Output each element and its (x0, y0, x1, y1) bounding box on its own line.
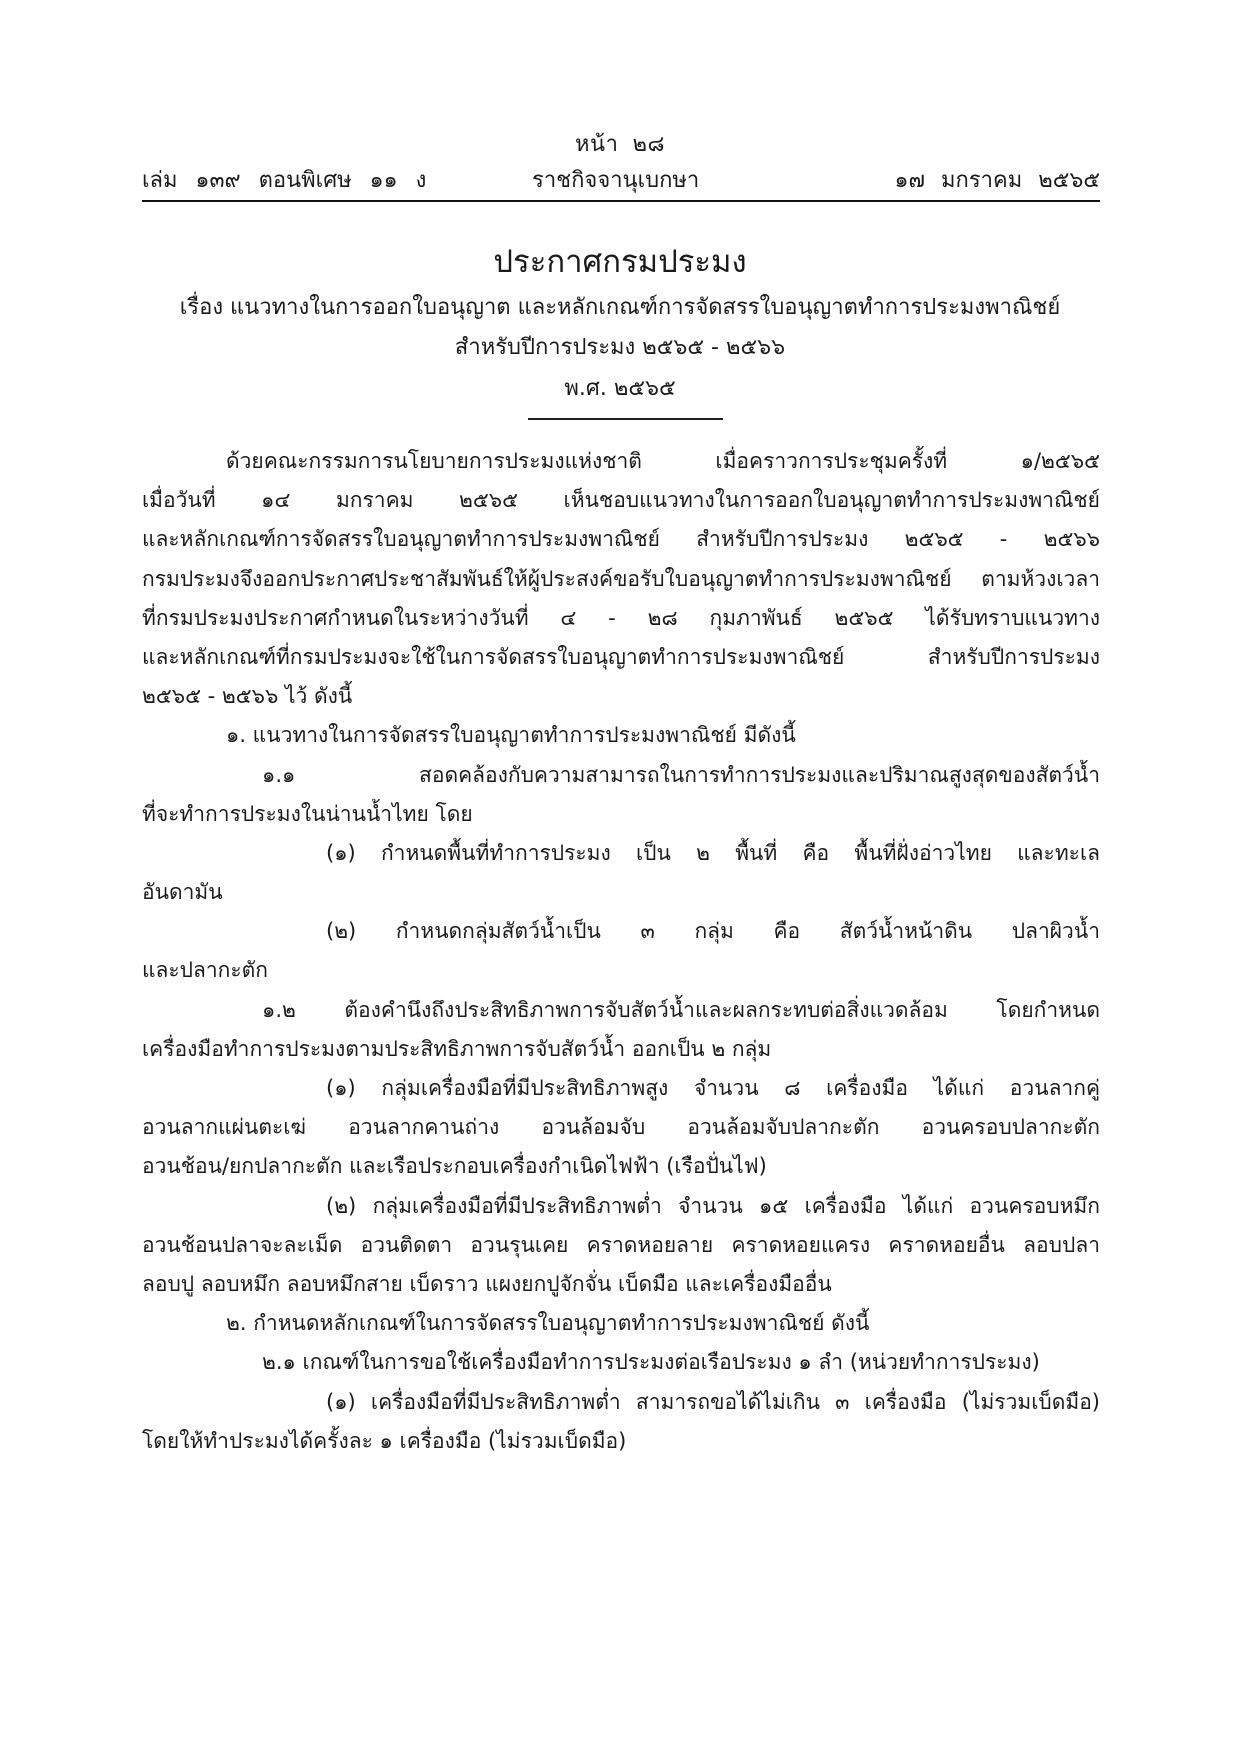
publication-name: ราชกิจจานุเบกษา (532, 168, 700, 193)
announcement-subject (0, 288, 1240, 368)
announcement-date: พ.ศ. ๒๕๖๕ (564, 376, 676, 401)
body-line: เมื่อวันที่ ๑๔ มกราคม ๒๕๖๕ เห็นชอบแนวทางในการออกใบอนุญาตทำการประมงพาณิชย์ (142, 488, 1100, 513)
body-line: ด้วยคณะกรรมการนโยบายการประมงแห่งชาติ เมื่อคราวการประชุมครั้งที่ ๑/๒๕๖๕ (226, 449, 1100, 473)
subsection-1-1: ๑.๑ สอดคล้องกับความสามารถในการทำการประมงและปริมาณสูงสุดของสัตว์น้ำ (262, 762, 1100, 787)
body-line: และปลากะตัก (142, 958, 269, 983)
body-line: กรมประมงจึงออกประกาศประชาสัมพันธ์ให้ผู้ประสงค์ขอรับใบอนุญาตทำการประมงพาณิชย์ ตามห้วงเวลา (142, 566, 1100, 591)
subject-line-2: สำหรับปีการประมง ๒๕๖๕ - ๒๕๖๖ (454, 335, 786, 360)
body-line: ที่จะทำการประมงในน่านน้ำไทย โดย (142, 801, 473, 826)
body-line: อวนช้อนปลาจะละเม็ด อวนติดตา อวนรุนเคย คราดหอยลาย คราดหอยแครง คราดหอยอื่น ลอบปลา (142, 1232, 1100, 1257)
date-day: ๑๗ (894, 168, 925, 193)
body-line: และหลักเกณฑ์ที่กรมประมงจะใช้ในการจัดสรรใบอนุญาตทำการประมงพาณิชย์ สำหรับปีการประมง (142, 644, 1100, 669)
date-year: ๒๕๖๕ (1038, 168, 1100, 193)
body-line: เครื่องมือทำการประมงตามประสิทธิภาพการจับสัตว์น้ำ ออกเป็น ๒ กลุ่ม (142, 1036, 772, 1061)
list-item: (๒) กำหนดกลุ่มสัตว์น้ำเป็น ๓ กลุ่ม คือ สัตว์น้ำหน้าดิน ปลาผิวน้ำ (326, 919, 1100, 944)
section-heading-2: ๒. กำหนดหลักเกณฑ์ในการจัดสรรใบอนุญาตทำการประมงพาณิชย์ ดังนี้ (226, 1311, 870, 1336)
body-line: อันดามัน (142, 880, 223, 905)
gazette-volume-info (142, 162, 444, 197)
list-item: (๑) กลุ่มเครื่องมือที่มีประสิทธิภาพสูง จำนวน ๘ เครื่องมือ ได้แก่ อวนลากคู่ (326, 1076, 1100, 1100)
announcement-body (142, 442, 1100, 1461)
page-number-label: หน้า (575, 132, 619, 157)
list-item: (๒) กลุ่มเครื่องมือที่มีประสิทธิภาพต่ำ จำนวน ๑๕ เครื่องมือ ได้แก่ อวนครอบหมึก (326, 1193, 1100, 1218)
body-line: อวนช้อน/ยกปลากะตัก และเรือประกอบเครื่องกำเนิดไฟฟ้า (เรือปั่นไฟ) (142, 1154, 767, 1179)
issue-label: ตอนพิเศษ (258, 168, 352, 193)
volume-label: เล่ม (142, 168, 178, 193)
subject-line-1: เรื่อง แนวทางในการออกใบอนุญาต และหลักเกณฑ์การจัดสรรใบอนุญาตทำการประมงพาณิชย์ (179, 295, 1061, 320)
subsection-2-1: ๒.๑ เกณฑ์ในการขอใช้เครื่องมือทำการประมงต่อเรือประมง ๑ ลำ (หน่วยทำการประมง) (262, 1350, 1040, 1375)
header-divider (142, 200, 1100, 202)
list-item: (๑) กำหนดพื้นที่ทำการประมง เป็น ๒ พื้นที่ คือ พื้นที่ฝั่งอ่าวไทย และทะเล (326, 840, 1100, 865)
volume-number: ๑๓๙ (195, 168, 241, 193)
body-line: และหลักเกณฑ์การจัดสรรใบอนุญาตทำการประมงพาณิชย์ สำหรับปีการประมง ๒๕๖๕ - ๒๕๖๖ (142, 527, 1100, 552)
section-heading-1: ๑. แนวทางในการจัดสรรใบอนุญาตทำการประมงพาณิชย์ มีดังนี้ (226, 723, 796, 748)
body-line: ที่กรมประมงประกาศกำหนดในระหว่างวันที่ ๔ - ๒๘ กุมภาพันธ์ ๒๕๖๕ ได้รับทราบแนวทาง (142, 605, 1100, 630)
date-month: มกราคม (941, 168, 1023, 193)
body-line: ๒๕๖๕ - ๒๕๖๖ ไว้ ดังนี้ (142, 684, 353, 709)
section-letter: ง (415, 168, 427, 193)
page-number-value: ๒๘ (632, 132, 665, 157)
announcement-title: ประกาศกรมประมง (493, 244, 747, 280)
body-line: ลอบปู ลอบหมึก ลอบหมึกสาย เบ็ดราว แผงยกปูจักจั่น เบ็ดมือ และเครื่องมืออื่น (142, 1271, 832, 1296)
body-line: โดยให้ทำประมงได้ครั้งละ ๑ เครื่องมือ (ไม่รวมเบ็ดมือ) (142, 1428, 627, 1453)
page-number (0, 126, 1240, 161)
issue-number: ๑๑ (369, 168, 398, 193)
title-divider (528, 418, 723, 420)
body-line: อวนลากแผ่นตะเฆ่ อวนลากคานถ่าง อวนล้อมจับ อวนล้อมจับปลากะตัก อวนครอบปลากะตัก (142, 1115, 1100, 1140)
gazette-header (142, 162, 1100, 192)
subsection-1-2: ๑.๒ ต้องคำนึงถึงประสิทธิภาพการจับสัตว์น้ำและผลกระทบต่อสิ่งแวดล้อม โดยกำหนด (262, 997, 1100, 1022)
publication-date (878, 162, 1100, 197)
list-item: (๑) เครื่องมือที่มีประสิทธิภาพต่ำ สามารถขอได้ไม่เกิน ๓ เครื่องมือ (ไม่รวมเบ็ดมือ) (326, 1389, 1100, 1414)
